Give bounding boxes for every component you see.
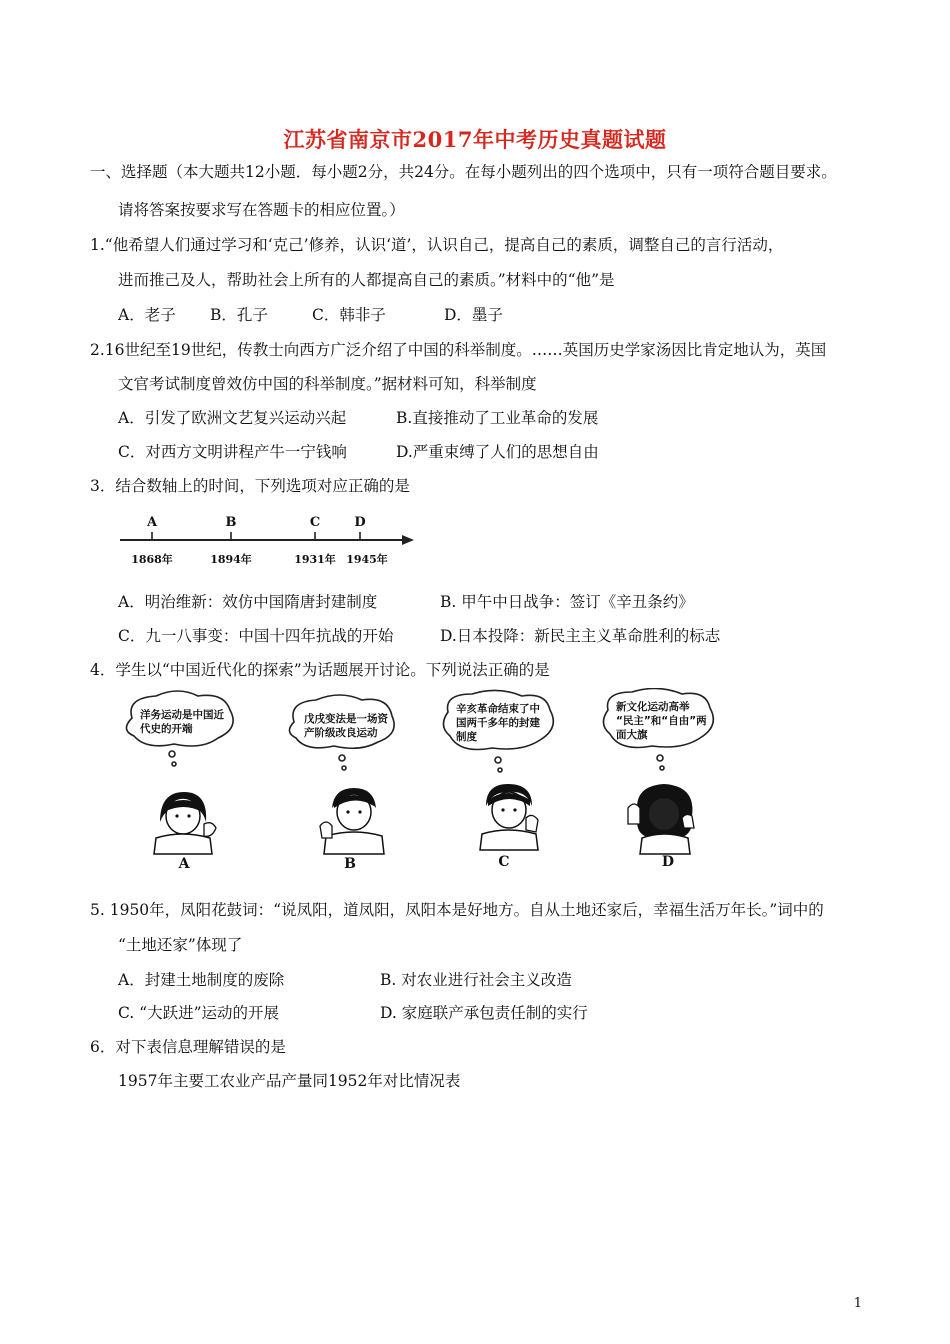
- bubble-dot-d1: [657, 755, 663, 761]
- q2-option-c: C．对西方文明讲程产牛一宁钱响: [118, 443, 347, 461]
- q5-option-c: C. “大跃进”运动的开展: [118, 1004, 280, 1022]
- page-number: 1: [853, 1296, 862, 1311]
- q6-stem: 6．对下表信息理解错误的是: [90, 1038, 286, 1056]
- cartoon-label-a: A: [178, 856, 190, 872]
- bubble-b-line2: 产阶级改良运动: [304, 727, 378, 739]
- bubble-dot-b1: [339, 755, 345, 761]
- timeline-label-b: B: [225, 515, 237, 530]
- bubble-c-line3: 制度: [456, 731, 477, 743]
- timeline-year-b: 1894年: [210, 553, 252, 566]
- q5-option-b: B. 对农业进行社会主义改造: [380, 971, 572, 989]
- q1-stem-line2: 进而推己及人，帮助社会上所有的人都提高自己的素质。”材料中的“他”是: [118, 271, 615, 289]
- q5-option-d: D. 家庭联产承包责任制的实行: [380, 1004, 588, 1022]
- bubble-dot-a2: [172, 762, 176, 766]
- timeline-figure: [118, 508, 418, 572]
- section-instructions-line1: 一、选择题（本大题共12小题．每小题2分，共24分。在每小题列出的四个选项中，只有一项符合题目要求。: [90, 163, 837, 181]
- bubble-dot-d2: [660, 766, 664, 770]
- q3-stem: 3．结合数轴上的时间，下列选项对应正确的是: [90, 477, 410, 495]
- q1-option-d: D．墨子: [444, 306, 503, 324]
- student-d-icon: [628, 784, 694, 854]
- timeline-year-a: 1868年: [131, 553, 173, 566]
- timeline-label-c: C: [309, 515, 321, 530]
- student-c-icon: [480, 784, 538, 850]
- bubble-d-line3: 面大旗: [616, 729, 648, 741]
- q1-option-a: A．老子: [118, 306, 176, 324]
- bubble-dot-b2: [342, 766, 346, 770]
- bubble-b-line1: 戊戌变法是一场资: [304, 713, 388, 725]
- q3-option-d: D.日本投降：新民主主义革命胜利的标志: [440, 627, 721, 645]
- q6-table-caption: 1957年主要工农业产品产量同1952年对比情况表: [118, 1072, 461, 1090]
- q2-option-d: D.严重束缚了人们的思想自由: [396, 443, 599, 461]
- bubble-c-line1: 辛亥革命结束了中: [456, 703, 540, 715]
- q3-option-b: B. 甲午中日战争：签订《辛丑条约》: [440, 593, 694, 611]
- q5-option-a: A．封建土地制度的废除: [118, 971, 285, 989]
- bubble-dot-c1: [495, 757, 501, 763]
- timeline-arrow-icon: [402, 535, 414, 545]
- cartoon-label-b: B: [344, 856, 356, 872]
- student-a-icon: [154, 792, 216, 854]
- bubble-dot-a1: [169, 751, 175, 757]
- q3-option-c: C．九一八事变：中国十四年抗战的开始: [118, 627, 394, 645]
- bubble-d-line1: 新文化运动高举: [616, 701, 690, 713]
- q2-option-a: A．引发了欧洲文艺复兴运动兴起: [118, 409, 347, 427]
- q3-option-a: A．明治维新：效仿中国隋唐封建制度: [118, 593, 378, 611]
- bubble-a-line1: 洋务运动是中国近: [140, 709, 224, 721]
- bubble-c-line2: 国两千多年的封建: [456, 717, 540, 729]
- q2-stem-line2: 文官考试制度曾效仿中国的科举制度。”据材料可知，科举制度: [118, 375, 537, 393]
- bubble-d-line2: “民主”和“自由”两: [616, 715, 707, 727]
- section-instructions-line2: 请将答案按要求写在答题卡的相应位置。）: [118, 201, 405, 219]
- timeline-label-d: D: [354, 515, 366, 530]
- timeline-label-a: A: [146, 515, 158, 530]
- q1-stem-line1: 1.“他希望人们通过学习和‘克己’修养，认识‘道’，认识自己，提高自己的素质，调整自己的言行活动，: [90, 236, 784, 254]
- cartoon-label-c: C: [498, 854, 510, 870]
- page-title: 江苏省南京市2017年中考历史真题试题: [283, 127, 667, 152]
- timeline-year-d: 1945年: [346, 553, 388, 566]
- bubble-a-line2: 代史的开端: [140, 723, 193, 735]
- q1-option-c: C．韩非子: [312, 306, 386, 324]
- bubble-dot-c2: [498, 768, 502, 772]
- q1-option-b: B．孔子: [210, 306, 268, 324]
- q4-stem: 4．学生以“中国近代化的探索”为话题展开讨论。下列说法正确的是: [90, 661, 550, 679]
- cartoon-label-d: D: [661, 854, 675, 870]
- student-b-icon: [320, 788, 384, 854]
- q2-stem-line1: 2.16世纪至19世纪，传教士向西方广泛介绍了中国的科举制度。……英国历史学家汤因比肯定地认为，英国: [90, 341, 827, 359]
- q2-option-b: B.直接推动了工业革命的发展: [396, 409, 599, 427]
- q4-cartoon-figure: [112, 688, 732, 873]
- timeline-year-c: 1931年: [294, 553, 336, 566]
- q5-stem-line2: “土地还家”体现了: [118, 936, 243, 954]
- q5-stem-line1: 5. 1950年，凤阳花鼓词：“说凤阳，道凤阳，凤阳本是好地方。自从土地还家后，幸福生活万年长。”词中的: [90, 901, 824, 919]
